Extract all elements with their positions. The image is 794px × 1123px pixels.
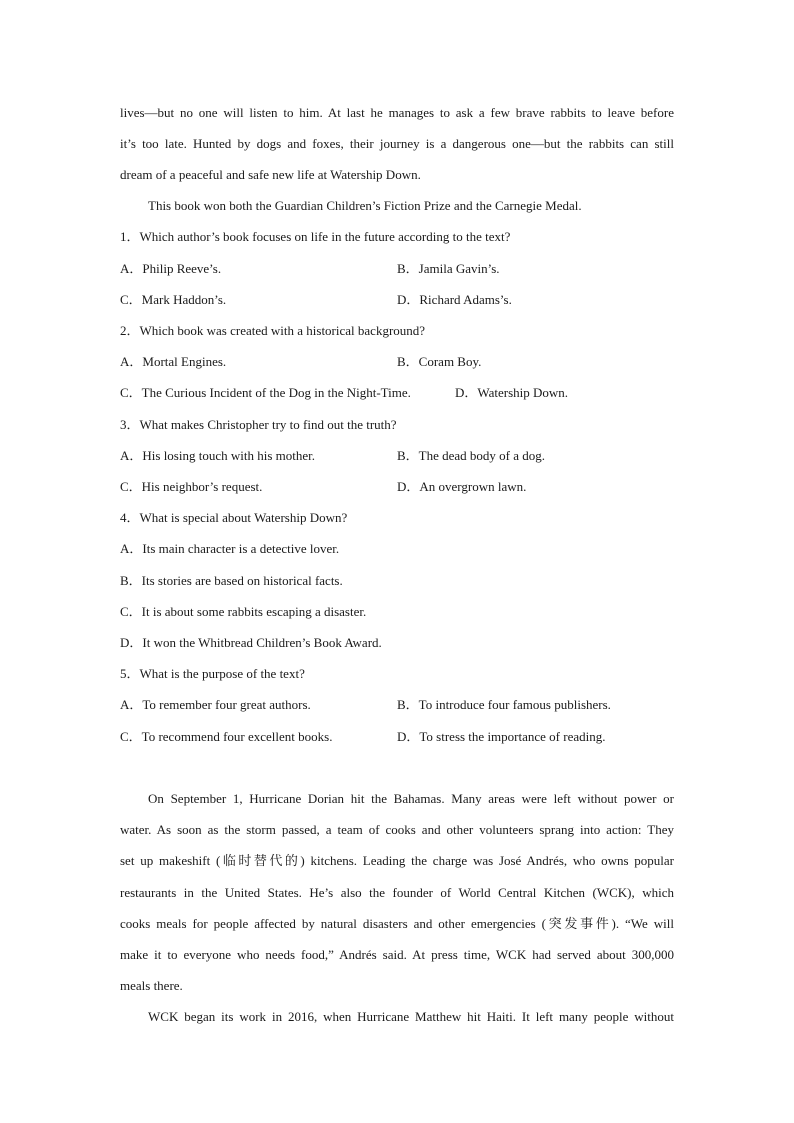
question-1-option-c[interactable]: C．Mark Haddon’s. (120, 292, 227, 307)
passage1-line-1: lives—but no one will listen to him. At last he manages to ask a few brave rabbits to leave before (120, 105, 674, 120)
question-4-option-c[interactable]: C．It is about some rabbits escaping a disaster. (120, 604, 367, 619)
passage2-line-2: water. As soon as the storm passed, a team of cooks and other volunteers sprang into action: They (120, 822, 674, 837)
question-4-option-b[interactable]: B．Its stories are based on historical facts. (120, 573, 343, 588)
passage2-line-4: restaurants in the United States. He’s also the founder of World Central Kitchen (WCK), which (120, 885, 674, 900)
question-5-stem: 5．What is the purpose of the text? (120, 666, 305, 681)
question-3-stem: 3．What makes Christopher try to find out the truth? (120, 417, 397, 432)
passage2-line-3: set up makeshift (临时替代的) kitchens. Leading the charge was José Andrés, who owns popular (120, 853, 674, 868)
passage2-line-1: On September 1, Hurricane Dorian hit the Bahamas. Many areas were left without power or (148, 791, 674, 806)
question-1-stem: 1．Which author’s book focuses on life in the future according to the text? (120, 229, 511, 244)
passage1-line-2: it’s too late. Hunted by dogs and foxes, their journey is a dangerous one—but the rabbits can still (120, 136, 674, 151)
question-5-option-b[interactable]: B．To introduce four famous publishers. (397, 697, 611, 712)
question-4-option-a[interactable]: A．Its main character is a detective lover. (120, 541, 340, 556)
question-1-option-b[interactable]: B．Jamila Gavin’s. (397, 261, 500, 276)
question-2-option-c[interactable]: C．The Curious Incident of the Dog in the Night-Time. (120, 385, 411, 400)
question-3-option-c[interactable]: C．His neighbor’s request. (120, 479, 263, 494)
question-5-option-c[interactable]: C．To recommend four excellent books. (120, 729, 333, 744)
question-3-option-a[interactable]: A．His losing touch with his mother. (120, 448, 316, 463)
question-2-option-d[interactable]: D．Watership Down. (455, 385, 569, 400)
question-5-option-a[interactable]: A．To remember four great authors. (120, 697, 311, 712)
question-3-option-d[interactable]: D．An overgrown lawn. (397, 479, 527, 494)
passage2-line-7: meals there. (120, 978, 183, 993)
question-1-option-d[interactable]: D．Richard Adams’s. (397, 292, 512, 307)
passage2-line-5: cooks meals for people affected by natural disasters and other emergencies (突发事件). “We will (120, 916, 674, 931)
question-2-stem: 2．Which book was created with a historical background? (120, 323, 426, 338)
question-3-option-b[interactable]: B．The dead body of a dog. (397, 448, 546, 463)
question-2-option-b[interactable]: B．Coram Boy. (397, 354, 482, 369)
passage2-line-8: WCK began its work in 2016, when Hurricane Matthew hit Haiti. It left many people without (148, 1009, 674, 1024)
passage1-award: This book won both the Guardian Children’s Fiction Prize and the Carnegie Medal. (148, 198, 582, 213)
question-4-option-d[interactable]: D．It won the Whitbread Children’s Book Award. (120, 635, 382, 650)
question-1-option-a[interactable]: A．Philip Reeve’s. (120, 261, 222, 276)
passage1-line-3: dream of a peaceful and safe new life at Watership Down. (120, 167, 421, 182)
question-4-stem: 4．What is special about Watership Down? (120, 510, 348, 525)
passage2-line-6: make it to everyone who needs food,” Andrés said. At press time, WCK had served about 300,000 (120, 947, 674, 962)
question-2-option-a[interactable]: A．Mortal Engines. (120, 354, 227, 369)
question-5-option-d[interactable]: D．To stress the importance of reading. (397, 729, 606, 744)
